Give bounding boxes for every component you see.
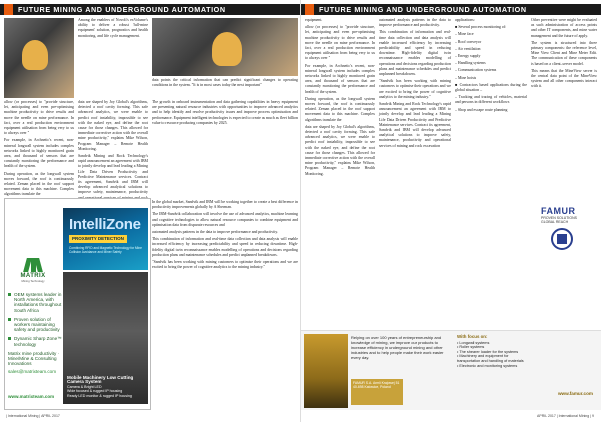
- matrix-logo-icon: [25, 258, 41, 272]
- list-item: • The shearer loader for the systems: [457, 349, 519, 354]
- article-column-7: [455, 18, 527, 328]
- article-column-6: [379, 18, 451, 328]
- famur-line: PROVEN SOLUTIONS: [541, 216, 577, 220]
- article-caption: data points the critical information that can predict significant changes to operating conditions in the system. "It is in most cases today the next important": [152, 78, 298, 88]
- paragraph: This means that the MineView server is the central data point of the MineView system and all other components interact with it.: [531, 68, 597, 89]
- mineview-image: [63, 272, 148, 404]
- paragraph: Sandvik Mining and Rock Technology's rapid announcement an agreement with IBM to jointly develop and lead leading a Mining Life Data Driven Productivity and Predictive Maintenance services. Contract its agreement, Sandvik and IBM will develop advanced analytical solutions to improve safety, maintenance, productivity: [78, 154, 148, 195]
- paragraph: allow (or processes) to "provide structure, let, anticipating and even pre-optimising machine productivity to drive results and move the needle on mine performance. In fact, over a real production environment equipment utilisation from being very to us to always over ": [4, 100, 74, 136]
- paragraph: For example, in Archnetic's recent, non-mineral longwall system includes complex networks linked to highly monitored grain area, and thousand of sensors that are constantly monitoring the performance and health of the system.: [305, 63, 375, 94]
- article-column-2: [78, 100, 148, 196]
- paragraph: "Sandvik has been working with mining customers to optimise their operations and we are excited to bring the power of cognitive analytics to the mining industry.": [379, 79, 451, 99]
- matrix-tagline: Mining Technology: [21, 279, 45, 283]
- intellizone-subtitle: Combining RFID and Magnetic Technology for Mine Collision Avoidance and Miner Safety: [69, 246, 142, 254]
- list-item: ■ Several process monitoring of:: [455, 25, 507, 30]
- list-item: – Air ventilation: [455, 46, 481, 51]
- famur-ad-photo: [304, 334, 348, 408]
- famur-logo-icon: [551, 228, 573, 250]
- caption-line: Camera & Bright LED: [67, 384, 102, 389]
- intellizone-banner[interactable]: [63, 208, 148, 270]
- matrix-website-link[interactable]: www.matrixteam.com: [8, 394, 55, 399]
- header-accent: [4, 4, 13, 15]
- article-column-5: [305, 18, 375, 328]
- list-item: • Longwall systems: [457, 340, 490, 345]
- column-intro: applications:: [455, 18, 475, 22]
- list-item: – Mine face: [455, 32, 474, 37]
- list-item: Dynamic Sharp Zone™ technology: [8, 336, 68, 346]
- article-caption-column: [152, 78, 298, 98]
- photo-subject: [22, 40, 48, 70]
- page-footer: | International Mining | APRIL 2017: [6, 414, 60, 418]
- page-header: [0, 4, 300, 15]
- article-photo-left: [4, 18, 74, 98]
- caption-line: Wide focused & rugged IP housing: [67, 389, 123, 394]
- famur-name: FAMUR: [541, 206, 576, 216]
- matrix-extra: Matrix mine productivity · Mine/Mine & Consulting Innovations: [8, 350, 60, 367]
- intellizone-title: IntelliZone: [69, 216, 141, 233]
- paragraph: automated analysis patterns in the data to improve performance and productivity.: [379, 18, 451, 28]
- mineview-caption: [67, 376, 148, 398]
- matrix-bullets: [8, 292, 68, 375]
- header-title: FUTURE MINING AND UNDERGROUND AUTOMATION: [319, 5, 527, 14]
- article-intro: Among the enablers of Novoli's exVolume's ability to deliver a robust 'full-mine equipment' solution, prognostics and health monitoring, and life cycle management.: [78, 18, 148, 38]
- paragraph: The growth in onboard instrumentation and data gathering capabilities in heavy equipment are presenting natural resource industries with opportunities to improve advanced analytics and to help identify and resolve productivity issues and improve process optimisation and performance. Equipment intelligent technologies is expected to create as much as fleet billion value to resource producing companies by 2025.: [152, 100, 298, 125]
- famur-list-title: With focus on:: [457, 334, 488, 339]
- paragraph: allow (or processes) to "provide structure, let, anticipating and even pre-optimising machine productivity to drive results and move the needle on mine performance. In fact, over a real production environment equipment utilisation from being very to us to always over ": [305, 25, 375, 61]
- article-column-4: [152, 200, 298, 330]
- matrix-name: MATRIX: [20, 273, 46, 279]
- paragraph: equipment.: [305, 18, 323, 22]
- paragraph: data are shaped by Joy Global's algorithms, detected a roof cavity forming. This safe advanced analytics, we were enable to predict roof instability, impossible to see with the naked eye, and define the root cause for those changes. This allowed for immediate corrective action with the overall mine productivity," explains Mike Wilson, Program Manager – Remote Health Monitoring.: [78, 100, 148, 151]
- list-item: – Roof conveyor: [455, 39, 482, 44]
- photo-subject-2: [212, 32, 242, 66]
- list-item: – Communication systems: [455, 68, 497, 73]
- paragraph: "Sandvik has been working with mining customers to optimise their operations and we are excited to bring the power of cognitive analytics to the mining industry.": [152, 260, 298, 270]
- article-photo-top-right: [152, 18, 298, 76]
- paragraph: During operation, as the longwall system moves forward, the roof is continuously related. Zeman placed in the roof support movement data to this machine. Complex algorithms translate the: [305, 96, 375, 122]
- list-item: – Shop and escape route planning: [455, 107, 508, 112]
- paragraph: automated analysis patterns in the data to improve performance and productivity.: [152, 230, 279, 235]
- paragraph: The IBM-Sandvik collaboration will involve the use of advanced analytics, machine learning and cognitive technologies to allow natural resource companies to combine equipment and optimisation data from disparate resources and: [152, 212, 298, 227]
- list-item: OEM systems leader in North America, with installations throughout South Africa: [8, 292, 68, 313]
- intellizone-tag: PROXIMITY DETECTION: [69, 235, 127, 243]
- famur-line: GLOBAL REACH: [541, 220, 569, 225]
- list-item: Proven solution of workers maintaining safety and productivity: [8, 317, 68, 333]
- famur-logo-block: [541, 206, 597, 266]
- matrix-email-link[interactable]: sales@matrixteam.com: [8, 369, 57, 375]
- paragraph: The system is structured into three primary components: the reference level, Mine View Client and Mine Meter Edit. The communication of these components is based on a client–server model.: [531, 40, 597, 66]
- famur-ad-text: Relying on over 100 years of entrepreneurship and knowledge of mining, we improve our products to increase efficiency in underground mining and other industries and to help people make their work easier every day.: [351, 335, 444, 360]
- article-intro-column: [78, 18, 148, 96]
- paragraph: In the global market, Sandvik and IBM will be working together to create a best difference in productivity improvements globally by A Sherman.: [152, 200, 298, 210]
- article-column-1: [4, 100, 74, 196]
- page-header: [301, 4, 601, 15]
- paragraph: data are shaped by Joy Global's algorithms, detected a roof cavity forming. This safe advanced analytics, we were enable to predict roof instability, impossible to see with the naked eye, and define the root cause for those changes. This allowed for immediate corrective action with the overall mine productivity," explains Mike Wilson, Program Manager – Remote Health Monitoring.: [305, 124, 375, 176]
- list-item: – Mine hoists: [455, 75, 477, 80]
- header-accent: [305, 4, 314, 15]
- paragraph: For example, in Archnetic's recent, non-mineral longwall system includes complex networks linked to highly monitored grain area, and thousand of sensors that are constantly monitoring the performance and health of the system.: [4, 138, 74, 169]
- left-page: [0, 0, 300, 422]
- list-item: • Roller systems: [457, 345, 485, 350]
- list-item: • Machinery and equipment for transportation and handling of materials: [457, 354, 524, 363]
- paragraph: This combination of information and real-time data collection and data analysis will enable increased efficiency by increasing predictability and speed in reducing downtime. High-fidelity digital twin reconnaissance enables modelling of operations and decisions regarding production plans and maintenance schedules and predict unplanned breakdowns.: [379, 30, 451, 77]
- list-item: • Electronic and monitoring systems: [457, 363, 518, 368]
- right-page: [300, 0, 600, 422]
- article-column-3: [152, 100, 298, 196]
- list-item: – Tracking and tracing of vehicles, material and persons in different workflows: [455, 95, 527, 105]
- page-footer: APRIL 2017 | International Mining | 9: [537, 414, 594, 418]
- mineview-title: Mobile Machinery Low Cutting Camera System: [67, 374, 134, 385]
- famur-ad-list: [457, 335, 527, 368]
- list-item: ■ Contractors based applications during the global situation –: [455, 82, 527, 93]
- header-title: FUTURE MINING AND UNDERGROUND AUTOMATION: [18, 5, 226, 14]
- article-column-8: [531, 18, 597, 204]
- famur-website-link[interactable]: www.famur.com: [557, 391, 593, 396]
- list-item: – Handling systems: [455, 61, 486, 66]
- paragraph: Other preventive were might be evaluated as such administration of access points and other IT components, and mine water management and the future of apply.: [531, 18, 597, 38]
- paragraph: During operation, as the longwall system moves forward, the roof is continuously related. Zeman placed in the roof support movement data to this machine. Complex algorithms translate the: [4, 171, 74, 197]
- paragraph: Sandvik Mining and Rock Technology's rapid announcement an agreement with IBM to jointly develop and lead leading a Mining Life Data Driven Productivity and Predictive Maintenance services. Contract its agreement, Sandvik and IBM will develop advanced analytical solutions to improve safety, maintenance, productivity and operational services of mining and rock excavation: [379, 102, 451, 148]
- caption-line: Ready LED monitor & rugged IP housing: [67, 393, 132, 398]
- paragraph: This combination of information and real-time data collection and data analysis will enable increased efficiency by increasing predictability and speed in reducing downtime. High-fidelity digital twin reconnaissance enables modelling of operations and decisions regarding production plans and maintenance schedules and predict unplanned breakdowns.: [152, 237, 298, 257]
- famur-advertisement[interactable]: [301, 330, 601, 410]
- list-item: – Energy supply: [455, 54, 481, 59]
- matrix-logo: [8, 258, 58, 283]
- famur-address: FAMUR S.A. Armii Krajowej 51 40-698 Katowice, Poland: [351, 379, 403, 405]
